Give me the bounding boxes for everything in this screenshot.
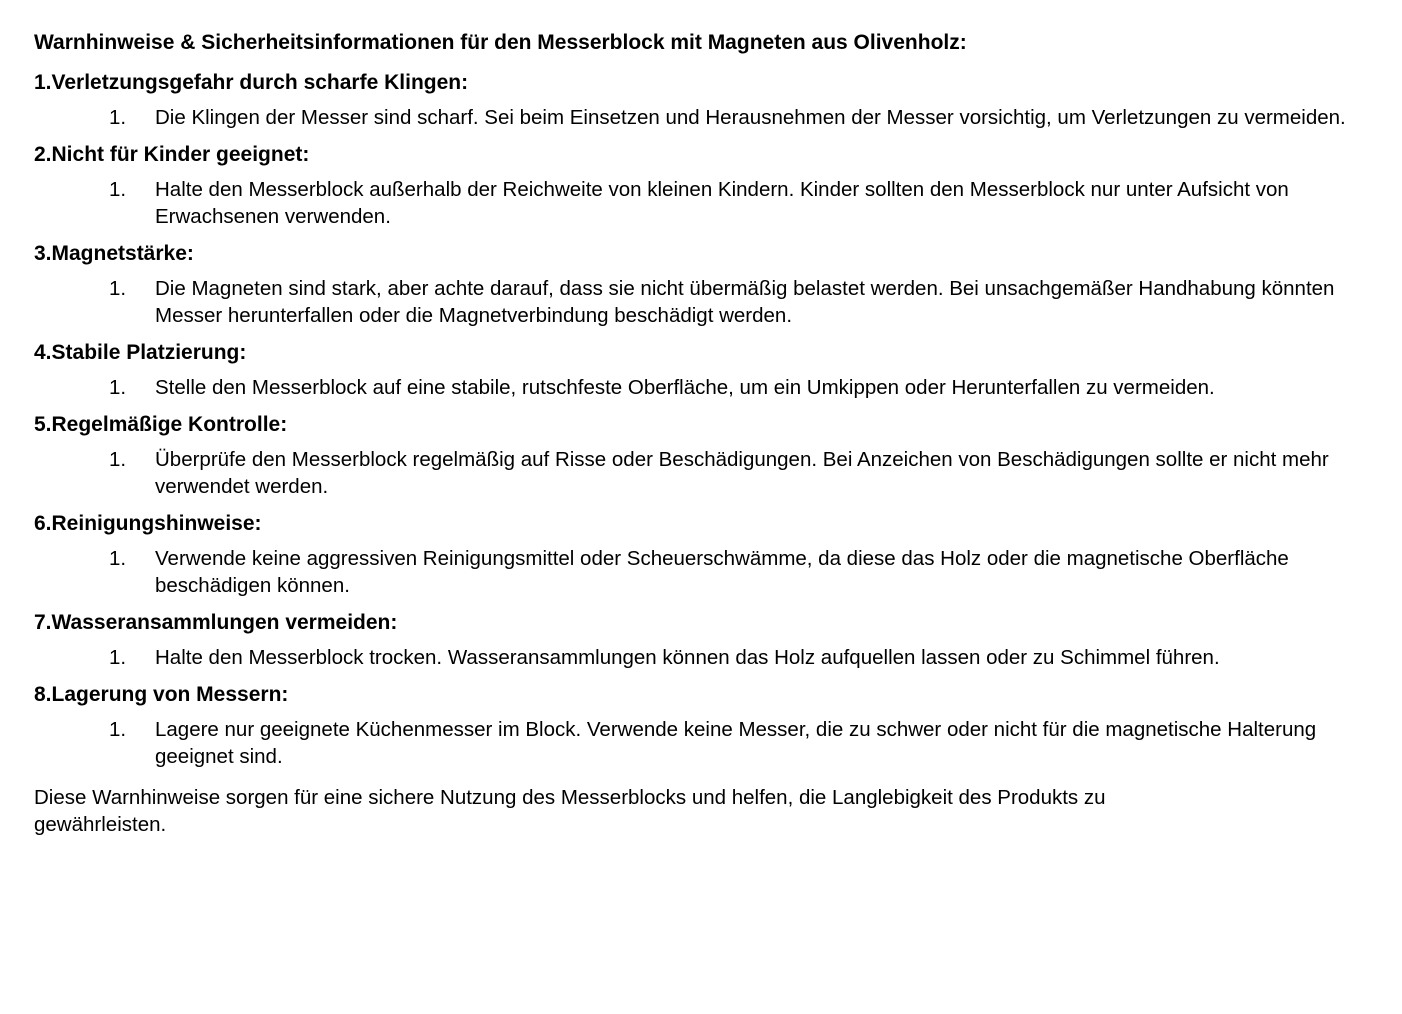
section-2 — [34, 139, 1374, 230]
list-item — [34, 644, 1374, 671]
closing-paragraph: Diese Warnhinweise sorgen für eine sichere Nutzung des Messerblocks und helfen, die Langlebigkeit des Produkts zu gewährleisten. — [34, 786, 1106, 836]
list-item-text: Verwende keine aggressiven Reinigungsmittel oder Scheuerschwämme, da diese das Holz oder die magnetische Oberfläche beschädigen können. — [155, 547, 1289, 597]
list-item-text: Halte den Messerblock außerhalb der Reichweite von kleinen Kindern. Kinder sollten den Messerblock nur unter Aufsicht von Erwachsenen verwenden. — [155, 178, 1289, 228]
list-item-number: 1. — [109, 547, 127, 570]
list-item-text: Lagere nur geeignete Küchenmesser im Block. Verwende keine Messer, die zu schwer oder nicht für die magnetische Halterung geeignet sind. — [155, 718, 1317, 768]
section-heading: 7.Wasseransammlungen vermeiden: — [34, 611, 398, 634]
section-heading: 2.Nicht für Kinder geeignet: — [34, 143, 310, 166]
section-heading: 5.Regelmäßige Kontrolle: — [34, 413, 288, 436]
section-7 — [34, 607, 1374, 671]
list-item-text: Stelle den Messerblock auf eine stabile, rutschfeste Oberfläche, um ein Umkippen oder Herunterfallen zu vermeiden. — [155, 376, 1215, 399]
list-item — [34, 275, 1374, 329]
section-8 — [34, 679, 1374, 770]
list-item-number: 1. — [109, 448, 127, 471]
list-item — [34, 176, 1374, 230]
list-item — [34, 374, 1374, 401]
list-item-text: Halte den Messerblock trocken. Wasseransammlungen können das Holz aufquellen lassen oder zu Schimmel führen. — [155, 646, 1220, 669]
section-6 — [34, 508, 1374, 599]
list-item-text: Die Magneten sind stark, aber achte darauf, dass sie nicht übermäßig belastet werden. Bei unsachgemäßer Handhabung könnten Messer herunterfallen oder die Magnetverbindung beschädigt werden. — [155, 277, 1335, 327]
section-5 — [34, 409, 1374, 500]
section-3 — [34, 238, 1374, 329]
list-item-number: 1. — [109, 718, 127, 741]
list-item-number: 1. — [109, 376, 127, 399]
section-4 — [34, 337, 1374, 401]
document-page — [34, 27, 1374, 838]
list-item — [34, 545, 1374, 599]
section-heading: 8.Lagerung von Messern: — [34, 683, 289, 706]
list-item-number: 1. — [109, 646, 127, 669]
list-item — [34, 716, 1374, 770]
list-item — [34, 446, 1374, 500]
section-heading: 4.Stabile Platzierung: — [34, 341, 247, 364]
list-item-text: Überprüfe den Messerblock regelmäßig auf Risse oder Beschädigungen. Bei Anzeichen von Beschädigungen sollte er nicht mehr verwendet werden. — [155, 448, 1329, 498]
document-title: Warnhinweise & Sicherheitsinformationen für den Messerblock mit Magneten aus Olivenholz: — [34, 31, 967, 54]
list-item-number: 1. — [109, 178, 127, 201]
list-item-text: Die Klingen der Messer sind scharf. Sei beim Einsetzen und Herausnehmen der Messer vorsichtig, um Verletzungen zu vermeiden. — [155, 106, 1346, 129]
section-1 — [34, 67, 1374, 131]
section-heading: 6.Reinigungshinweise: — [34, 512, 262, 535]
list-item-number: 1. — [109, 106, 127, 129]
section-heading: 3.Magnetstärke: — [34, 242, 194, 265]
section-heading: 1.Verletzungsgefahr durch scharfe Klingen: — [34, 71, 469, 94]
list-item — [34, 104, 1374, 131]
list-item-number: 1. — [109, 277, 127, 300]
